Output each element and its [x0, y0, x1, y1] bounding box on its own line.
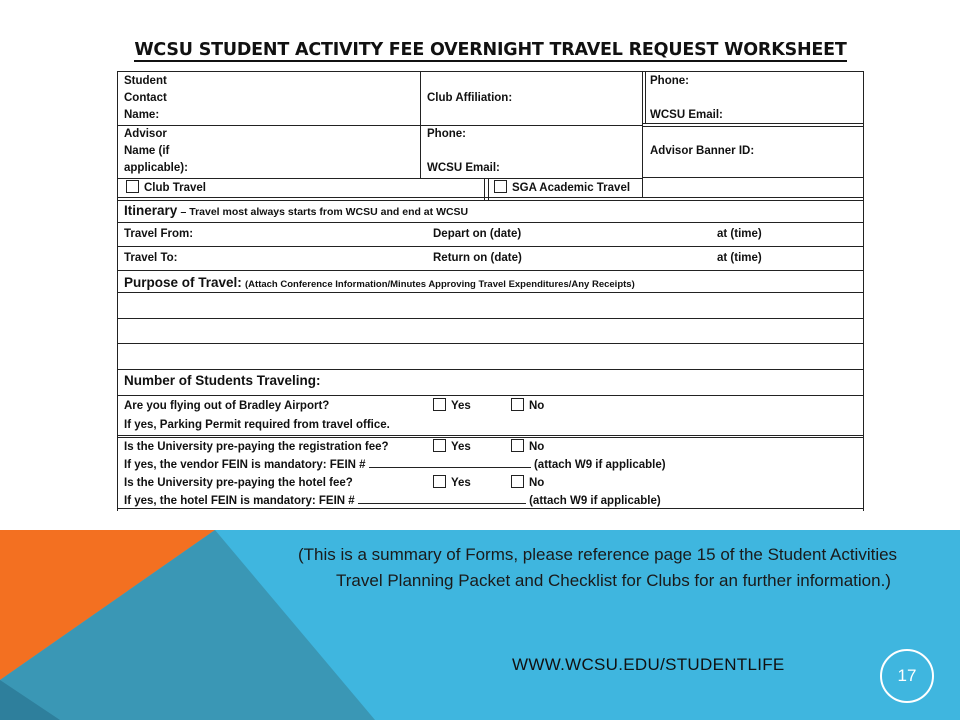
- rule: [642, 177, 864, 178]
- vendor-fein-blank[interactable]: [369, 458, 531, 468]
- itinerary-header: [124, 202, 468, 221]
- student-email-label: WCSU Email:: [650, 109, 723, 121]
- sga-travel-checkbox[interactable]: [494, 180, 507, 193]
- rule: [117, 318, 864, 319]
- sga-travel-option[interactable]: [494, 180, 630, 197]
- depart-time-label: at (time): [717, 228, 762, 240]
- rule: [642, 71, 643, 197]
- club-travel-checkbox[interactable]: [126, 180, 139, 193]
- forms-summary-note: (This is a summary of Forms, please reference page 15 of the Student Activities Travel Planning Packet and Checklist for Clubs for an further information.): [298, 545, 898, 590]
- advisor-phone-label: Phone:: [427, 128, 466, 140]
- return-on-label: Return on (date): [433, 252, 522, 264]
- reg-no-checkbox[interactable]: [511, 439, 524, 452]
- club-travel-option[interactable]: [126, 180, 206, 197]
- vendor-fein-label: If yes, the vendor FEIN is mandatory: FEIN #: [124, 459, 366, 471]
- return-time-label: at (time): [717, 252, 762, 264]
- student-contact-line: Contact: [124, 92, 167, 104]
- no-label: No: [529, 477, 545, 489]
- purpose-header: [124, 274, 635, 293]
- student-contact-label: [124, 73, 167, 124]
- advisor-line: applicable):: [124, 162, 188, 174]
- registration-fee-question: Is the University pre-paying the registration fee?: [124, 441, 389, 453]
- advisor-banner-id-label: Advisor Banner ID:: [650, 145, 755, 157]
- rule: [117, 125, 642, 126]
- vendor-fein-line: [124, 457, 666, 474]
- rule: [117, 246, 864, 247]
- attach-w9-label: (attach W9 if applicable): [533, 459, 666, 471]
- yes-label: Yes: [451, 441, 471, 453]
- yes-label: Yes: [451, 477, 471, 489]
- rule: [117, 222, 864, 223]
- num-students-label: Number of Students Traveling:: [124, 373, 321, 388]
- worksheet-title-text: WCSU STUDENT ACTIVITY FEE OVERNIGHT TRAVEL REQUEST WORKSHEET: [134, 40, 847, 60]
- rule: [484, 178, 485, 200]
- attach-w9-label: (attach W9 if applicable): [529, 495, 661, 507]
- hotel-yes-checkbox[interactable]: [433, 475, 446, 488]
- rule: [117, 369, 864, 370]
- rule: [117, 178, 642, 179]
- travel-from-label: Travel From:: [124, 228, 194, 240]
- hotel-fein-blank[interactable]: [358, 494, 526, 504]
- rule: [117, 395, 864, 396]
- rule: [117, 343, 864, 344]
- itinerary-title: Itinerary: [124, 203, 178, 218]
- reg-yes-checkbox[interactable]: [433, 439, 446, 452]
- club-travel-label: Club Travel: [144, 182, 206, 194]
- flying-no-checkbox[interactable]: [511, 398, 524, 411]
- sga-travel-label: SGA Academic Travel: [512, 182, 631, 194]
- rule: [642, 126, 864, 127]
- reg-no-option[interactable]: [511, 439, 544, 456]
- flying-yes-checkbox[interactable]: [433, 398, 446, 411]
- flying-no-option[interactable]: [511, 398, 544, 415]
- worksheet-title: [117, 40, 864, 60]
- flying-yes-option[interactable]: [433, 398, 471, 415]
- hotel-fein-line: [124, 493, 661, 510]
- hotel-fein-label: If yes, the hotel FEIN is mandatory: FEIN #: [124, 495, 355, 507]
- itinerary-note: – Travel most always starts from WCSU and end at WCSU: [180, 206, 469, 218]
- page-number-badge: 17: [880, 649, 934, 703]
- rule: [645, 71, 646, 123]
- yes-label: Yes: [451, 400, 471, 412]
- student-life-url[interactable]: WWW.WCSU.EDU/STUDENTLIFE: [512, 655, 785, 674]
- rule: [117, 435, 864, 436]
- reg-yes-option[interactable]: [433, 439, 471, 456]
- travel-request-form: [117, 71, 864, 511]
- parking-note: If yes, Parking Permit required from travel office.: [124, 419, 390, 431]
- hotel-yes-option[interactable]: [433, 475, 471, 492]
- rule: [117, 270, 864, 271]
- student-contact-line: Name:: [124, 109, 160, 121]
- depart-on-label: Depart on (date): [433, 228, 522, 240]
- hotel-fee-question: Is the University pre-paying the hotel fee?: [124, 477, 353, 489]
- purpose-title: Purpose of Travel:: [124, 275, 242, 290]
- student-phone-label: Phone:: [650, 75, 689, 87]
- no-label: No: [529, 441, 545, 453]
- travel-to-label: Travel To:: [124, 252, 178, 264]
- rule: [117, 437, 864, 438]
- advisor-line: Advisor: [124, 128, 167, 140]
- rule: [117, 197, 864, 198]
- student-contact-line: Student: [124, 75, 167, 87]
- hotel-no-option[interactable]: [511, 475, 544, 492]
- rule: [420, 71, 421, 178]
- rule: [117, 200, 864, 201]
- no-label: No: [529, 400, 545, 412]
- flying-question: Are you flying out of Bradley Airport?: [124, 400, 330, 412]
- advisor-line: Name (if: [124, 145, 170, 157]
- advisor-email-label: WCSU Email:: [427, 162, 500, 174]
- rule: [488, 178, 489, 200]
- advisor-label: [124, 126, 188, 177]
- club-affiliation-label: Club Affiliation:: [427, 92, 513, 104]
- purpose-note: (Attach Conference Information/Minutes Approving Travel Expenditures/Any Receipts): [245, 279, 635, 290]
- hotel-no-checkbox[interactable]: [511, 475, 524, 488]
